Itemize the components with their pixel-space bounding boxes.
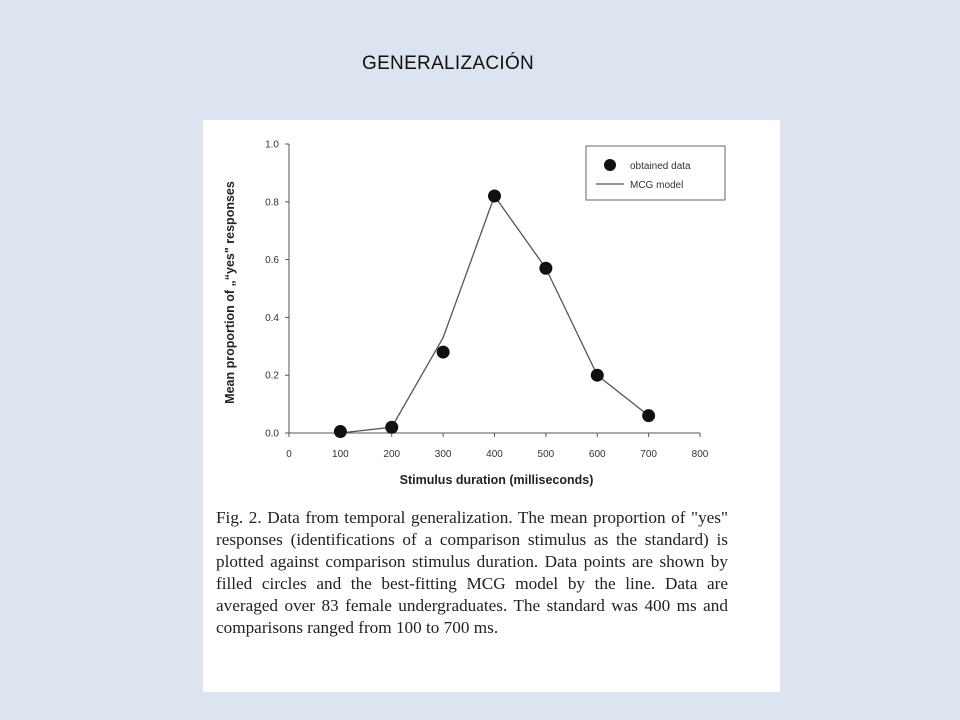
x-tick-label: 800 <box>691 449 709 460</box>
x-axis-label: Stimulus duration (milliseconds) <box>399 473 594 487</box>
figure-caption: Fig. 2. Data from temporal generalization. The mean proportion of "yes" responses (identifications of a comparison stimulus as the standard) is plotted against comparison stimulus duration. Data points are shown by filled circles and the best-fitting MCG model by the line. Data are averaged over 83 female undergraduates. The standard was 400 ms and comparisons ranged from 100 to 700 ms. <box>216 508 728 637</box>
y-tick-label: 0.0 <box>265 428 279 440</box>
data-point <box>437 346 450 359</box>
chart <box>203 120 780 500</box>
figure-panel <box>203 120 780 692</box>
slide-title: GENERALIZACIÓN <box>362 53 535 74</box>
data-point <box>334 425 347 438</box>
data-point <box>642 409 655 422</box>
y-tick-label: 0.8 <box>265 197 279 209</box>
data-point <box>539 262 552 275</box>
chart-legend <box>586 146 725 200</box>
x-tick-label: 400 <box>486 449 503 460</box>
legend-label-mcg-model: MCG model <box>630 180 684 191</box>
x-tick-label: 500 <box>537 449 555 460</box>
legend-label-obtained-data: obtained data <box>630 161 691 172</box>
y-tick-label: 0.4 <box>265 312 279 324</box>
series-line-mcg-model <box>340 196 648 433</box>
x-tick-label: 600 <box>588 449 606 460</box>
legend-box <box>586 146 725 200</box>
y-tick-label: 0.6 <box>265 255 279 267</box>
x-tick-label: 300 <box>434 449 452 460</box>
data-point <box>591 369 604 382</box>
y-axis-label: Mean proportion of „“yes" responses <box>223 181 237 404</box>
legend-marker-obtained-data <box>604 159 616 171</box>
chart-marks <box>334 190 655 439</box>
x-tick-label: 0 <box>286 449 292 460</box>
y-tick-label: 0.2 <box>265 370 279 382</box>
y-tick-label: 1.0 <box>265 139 279 151</box>
x-tick-label: 200 <box>383 449 401 460</box>
data-point <box>385 421 398 434</box>
data-point <box>488 190 501 203</box>
x-tick-label: 700 <box>640 449 657 460</box>
x-tick-label: 100 <box>332 449 349 460</box>
